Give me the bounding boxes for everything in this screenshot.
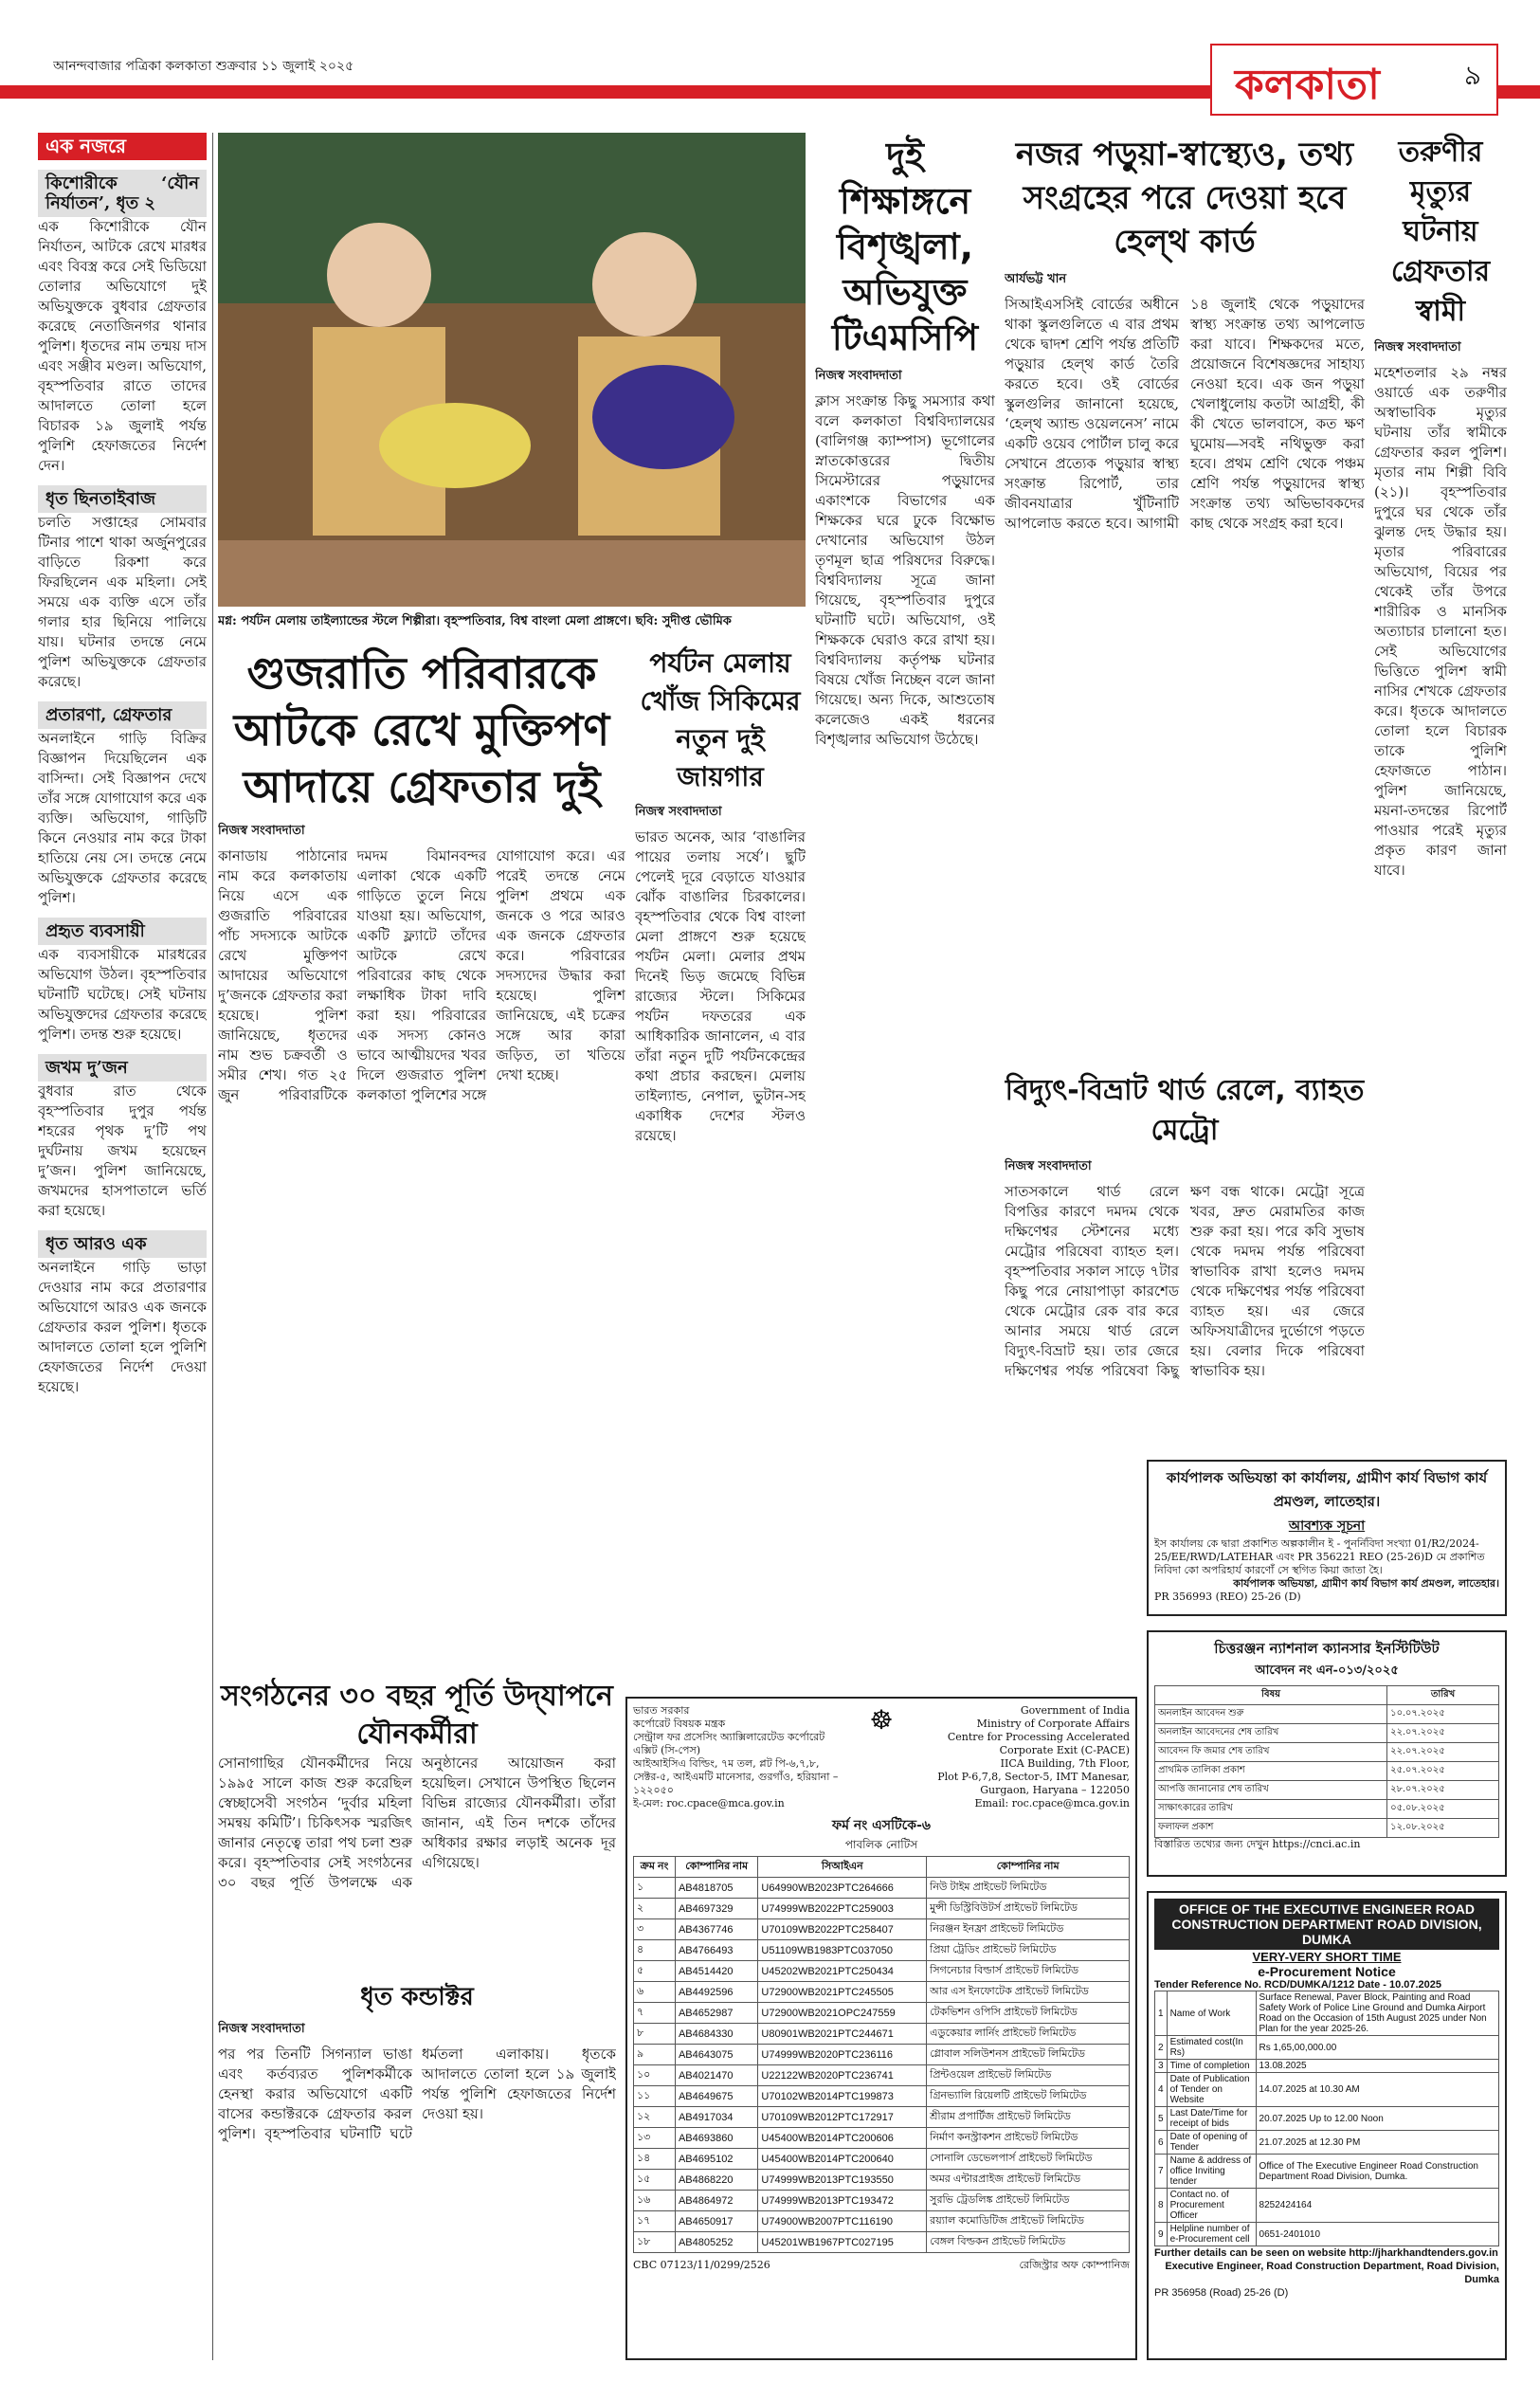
table-cell: ১৮ <box>634 2232 676 2253</box>
brief-body: অনলাইনে গাড়ি ভাড়া দেওয়ার নাম করে প্রতারণার অভিযোগে আরও এক জনকে গ্রেফতার করল পুলিশ। ধৃতকে আদালতে তোলা হলে পুলিশি হেফাজতের নির্দেশ দেওয়া হয়েছে। <box>38 1259 207 1395</box>
headline: ধৃত কন্ডাক্টর <box>360 1983 474 2011</box>
table-cell: U74999WB2013PTC193550 <box>758 2170 927 2191</box>
notice-subtitle: আবশ্যক সূচনা <box>1288 1518 1366 1534</box>
table-cell: AB4367746 <box>675 1919 757 1940</box>
table-row <box>1155 2189 1499 2223</box>
story-body: সোনাগাছির যৌনকর্মীদের নিয়ে ১৯৯৫ সালে কাজ শুরু করেছিল স্বেচ্ছাসেবী সংগঠন ‘দুর্বার মহিলা সমন্বয় কমিটি’। চিকিৎসক স্মরজিৎ জানার নেতৃত্বে তারা পথ চলা শুরু করে। বৃহস্পতিবার সেই সংগঠনের ৩০ বছর পূর্তি উপলক্ষে এক অনুষ্ঠানের আয়োজন করা হয়েছিল। সেখানে উপস্থিত ছিলেন বিভিন্ন রাজ্যের যৌনকর্মীরা। তাঁরা জানান, এই তিন দশকে তাঁদের অধিকার রক্ষার লড়াই অনেক দূর এগিয়েছে। <box>218 1755 616 1891</box>
table-cell: AB4492596 <box>675 1982 757 2003</box>
section-title: কলকাতা <box>1235 61 1380 109</box>
notice-title: কার্যপালক অভিযন্তা কা কার্যালয়, গ্রামীণ কার্য বিভাগ কার্য প্রমণ্ডল, লাতেহার। <box>1166 1469 1488 1510</box>
table-cell: 3 <box>1155 2060 1168 2073</box>
table-cell: অমর এন্টারপ্রাইজ প্রাইভেট লিমিটেড <box>927 2170 1130 2191</box>
brief-body: এক কিশোরীকে যৌন নির্যাতন, আটকে রেখে মারধর এবং বিবস্ত্র করে সেই ভিডিয়ো তোলার অভিযোগে দুই অভিযুক্তকে বুধবার গ্রেফতার করেছে নেতাজিনগর থানার পুলিশ। ধৃতদের নাম তন্ময় দাস এবং সঞ্জীব মণ্ডল। অভিযোগ, বৃহস্পতিবার রাতে তাদের আদালতে তোলা হলে বিচারক ১৯ জুলাই পর্যন্ত পুলিশি হেফাজতের নির্দেশ দেন। <box>38 218 207 474</box>
headline: পর্যটন মেলায় খোঁজ সিকিমের নতুন দুই জায়গার <box>640 647 801 792</box>
brief-title: ধৃত আরও এক <box>38 1230 207 1258</box>
tender-ref: Tender Reference No. RCD/DUMKA/1212 Date - 10.07.2025 <box>1154 1979 1442 1991</box>
notice-subtitle: আবেদন নং এন-০১৩/২০২৫ <box>1255 1664 1399 1678</box>
table-cell: AB4864972 <box>675 2191 757 2211</box>
notice-body: ইস কার্যালয় কে দ্বারা প্রকাশিত অল্পকালীন ই - পুনর্নিবিদা সংখ্যা 01/R2/2024-25/EE/RWD/LATEHAR এবং PR 356221 REO (25-26)D মে প্রকাশিত নিবিদা কো অপরিহার্য কারণোঁ সে স্থগিত কিয়া জাতা হৈ। <box>1154 1537 1485 1576</box>
table-cell: ২৮.০৭.২০২৫ <box>1387 1781 1499 1800</box>
table-cell: টেকভিশন ওপিসি প্রাইভেট লিমিটেড <box>927 2003 1130 2024</box>
headline: দুই শিক্ষাঙ্গনে বিশৃঙ্খলা, অভিযুক্ত টিএমসিপি <box>831 135 979 358</box>
story-sikkim-tourism <box>635 645 806 1687</box>
table-cell: অনলাইন আবেদনের শেষ তারিখ <box>1155 1724 1387 1743</box>
table-cell: 20.07.2025 Up to 12.00 Noon <box>1256 2107 1498 2131</box>
brief-body: চলতি সপ্তাহের সোমবার টিনার পাশে থাকা অর্জুনপুরের বাড়িতে রিকশা করে ফিরছিলেন এক মহিলা। সেই সময়ে এক ব্যক্তি এসে তাঁর গলার হার ছিনিয়ে পালিয়ে যায়। ঘটনার তদন্তে নেমে পুলিশ অভিযুক্তকে গ্রেফতার করেছে। <box>38 514 207 690</box>
table-cell: ১৪ <box>634 2149 676 2170</box>
table-cell: U74900WB2007PTC116190 <box>758 2211 927 2232</box>
table-cell: এডুকেয়ার লার্নিং প্রাইভেট লিমিটেড <box>927 2024 1130 2045</box>
table-row <box>1155 2060 1499 2073</box>
table-cell: AB4917034 <box>675 2107 757 2128</box>
story-body: ক্লাস সংক্রান্ত কিছু সমস্যার কথা বলে কলকাতা বিশ্ববিদ্যালয়ের (বালিগঞ্জ ক্যাম্পাস) ভূগোলের স্নাতকোত্তরের দ্বিতীয় সিমেস্টারের পড়ুয়াদের একাংশকে বিভাগের এক শিক্ষকের ঘরে ঢুকে বিক্ষোভ দেখানোর অভিযোগ উঠল তৃণমূল ছাত্র পরিষদের বিরুদ্ধে। বিশ্ববিদ্যালয় সূত্রে জানা গিয়েছে, বৃহস্পতিবার দুপুরে ঘটনাটি ঘটে। অভিযোগ, ওই শিক্ষককে ঘেরাও করে রাখা হয়। বিশ্ববিদ্যালয় কর্তৃপক্ষ ঘটনার বিষয়ে খোঁজ নিচ্ছেন বলে জানা গিয়েছে। অন্য দিকে, আশুতোষ কলেজেও একই ধরনের বিশৃঙ্খলার অভিযোগ উঠেছে। <box>815 392 995 748</box>
cnci-table <box>1154 1685 1499 1838</box>
story-body: সাতসকালে থার্ড রেলে বিপত্তির কারণে দমদম থেকে দক্ষিণেশ্বর স্টেশনের মধ্যে মেট্রোর পরিষেবা ব্যাহত হল। বৃহস্পতিবার সকাল সাড়ে ৭টার কিছু পরে নোয়াপাড়া কারশেড থেকে মেট্রোর রেক বার করে আনার সময়ে থার্ড রেলে বিদ্যুৎ-বিভ্রাট হয়। তার জেরে দক্ষিণেশ্বর পর্যন্ত পরিষেবা কিছু ক্ষণ বন্ধ থাকে। মেট্রো সূত্রে খবর, দ্রুত মেরামতির কাজ শুরু করা হয়। পরে কবি সুভাষ থেকে দমদম পর্যন্ত পরিষেবা স্বাভাবিক রাখা হলেও দমদম থেকে দক্ষিণেশ্বর পর্যন্ত পরিষেবা ব্যাহত হয়। এর জেরে অফিসযাত্রীদের দুর্ভোগে পড়তে হয়। বেলার দিকে পরিষেবা স্বাভাবিক হয়। <box>1005 1183 1365 1379</box>
table-row <box>1155 1705 1499 1724</box>
table-cell: বেঙ্গল বিল্ডকন প্রাইভেট লিমিটেড <box>927 2232 1130 2253</box>
table-row <box>634 1940 1130 1961</box>
table-row <box>1155 1781 1499 1800</box>
table-cell: U70109WB2022PTC258407 <box>758 1919 927 1940</box>
table-cell: Office of The Executive Engineer Road Construction Department Road Division, Dumka. <box>1256 2155 1498 2189</box>
table-row <box>634 1982 1130 2003</box>
notice-title: OFFICE OF THE EXECUTIVE ENGINEER ROAD CONSTRUCTION DEPARTMENT ROAD DIVISION, DUMKA <box>1154 1899 1499 1950</box>
table-cell: সাক্ষাৎকারের তারিখ <box>1155 1800 1387 1819</box>
table-cell: ২২.০৭.২০২৫ <box>1387 1743 1499 1762</box>
table-cell: 0651-2401010 <box>1256 2223 1498 2246</box>
notice-footer <box>633 2259 1130 2272</box>
story-wife-death <box>1374 133 1507 1270</box>
table-cell: ১১ <box>634 2086 676 2107</box>
table-cell: ২২.০৭.২০২৫ <box>1387 1724 1499 1743</box>
notice-cnci <box>1147 1630 1507 1877</box>
table-header-cell: বিষয় <box>1155 1686 1387 1705</box>
table-cell: ১৬ <box>634 2191 676 2211</box>
table-header-cell: কোম্পানির নাম <box>927 1857 1130 1878</box>
table-cell: AB4693860 <box>675 2128 757 2149</box>
table-cell: সিগনেচার বিল্ডার্স প্রাইভেট লিমিটেড <box>927 1961 1130 1982</box>
notice-proc: e-Procurement Notice <box>1258 1964 1396 1979</box>
table-cell: আর এস ইনফোটেক প্রাইভেট লিমিটেড <box>927 1982 1130 2003</box>
table-row <box>634 1878 1130 1899</box>
table-header-cell: ক্রম নং <box>634 1857 676 1878</box>
table-row <box>1155 1800 1499 1819</box>
table-cell: 13.08.2025 <box>1256 2060 1498 2073</box>
table-cell: U45400WB2014PTC200640 <box>758 2149 927 2170</box>
table-cell: ১ <box>634 1878 676 1899</box>
brief-body: বুধবার রাত থেকে বৃহস্পতিবার দুপুর পর্যন্ত শহরের পৃথক দু’টি পথ দুর্ঘটনায় জখম হয়েছেন দু’জন। পুলিশ জানিয়েছে, জখমদের হাসপাতালে ভর্তি করা হয়েছে। <box>38 1082 207 1219</box>
table-cell: 8252424164 <box>1256 2189 1498 2223</box>
table-cell: Estimated cost(In Rs) <box>1167 2036 1256 2060</box>
table-cell: ৩ <box>634 1919 676 1940</box>
table-cell: ৯ <box>634 2045 676 2065</box>
table-cell: ১০ <box>634 2065 676 2086</box>
table-cell: প্রাথমিক তালিকা প্রকাশ <box>1155 1762 1387 1781</box>
story-body: পর পর তিনটি সিগন্যাল ভাঙা এবং কর্তব্যরত পুলিশকর্মীকে হেনস্থা করার অভিযোগে একটি বাসের কন্ডাক্টরকে গ্রেফতার করল পুলিশ। বৃহস্পতিবার ঘটনাটি ঘটে ধর্মতলা এলাকায়। ধৃতকে আদালতে তোলা হলে ১৯ জুলাই পর্যন্ত পুলিশি হেফাজতের নির্দেশ দেওয়া হয়। <box>218 2046 616 2142</box>
table-cell: 5 <box>1155 2107 1168 2131</box>
story-body: ভারত অনেক, আর ‘বাঙালির পায়ের তলায় সর্ষে’। ছুটি পেলেই দূরে বেড়াতে যাওয়ার ঝোঁক বাঙালির চিরকালের। বৃহস্পতিবার থেকে বিশ্ব বাংলা মেলা প্রাঙ্গণে শুরু হয়েছে পর্যটন মেলা। মেলার প্রথম দিনেই ভিড় জমেছে বিভিন্ন রাজ্যের স্টলে। সিকিমের পর্যটন দফতরের এক আধিকারিক জানালেন, এ বার তাঁরা নতুন দুটি পর্যটনকেন্দ্রের কথা প্রচার করছেন। মেলায় তাইল্যান্ড, নেপাল, ভুটান-সহ একাধিক দেশের স্টলও রয়েছে। <box>635 828 806 1144</box>
brief-title: ধৃত ছিনতাইবাজ <box>38 485 207 513</box>
table-row <box>1155 1743 1499 1762</box>
notice-left-header: ভারত সরকার কর্পোরেট বিষয়ক মন্ত্রক সেন্ট্রাল ফর প্রসেসিং অ্যাক্সিলারেটেড কর্পোরেট এক্সিট (সি-পেস) আইআইসিএ বিল্ডিং, ৭ম তল, প্লট পি-৬,৭,৮, সেক্টর-৫, আইএমটি মানেসার, গুরগাঁও, হরিয়ানা – ১২২০৫০ ই-মেল: roc.cpace@mca.gov.in <box>633 1704 839 1809</box>
footer-sign: রেজিস্ট্রার অফ কোম্পানিজ <box>1019 2259 1130 2271</box>
table-cell: গ্লোবাল সলিউশনস প্রাইভেট লিমিটেড <box>927 2045 1130 2065</box>
story-gujarati-kidnap <box>218 645 625 1659</box>
table-row <box>634 2024 1130 2045</box>
table-cell: প্রিয়া ট্রেডিং প্রাইভেট লিমিটেড <box>927 1940 1130 1961</box>
masthead-dateline: আনন্দবাজার পত্রিকা কলকাতা শুক্রবার ১১ জুলাই ২০২৫ <box>53 59 354 74</box>
notice-title: চিত্তরঞ্জন ন্যাশনাল ক্যানসার ইনস্টিটিউট <box>1214 1640 1440 1657</box>
table-row <box>1155 2155 1499 2189</box>
byline: নিজস্ব সংবাদদাতা <box>218 824 305 838</box>
byline: নিজস্ব সংবাদদাতা <box>218 2022 305 2036</box>
table-cell: রয়্যাল কমোডিটিজ প্রাইভেট লিমিটেড <box>927 2211 1130 2232</box>
table-cell: U45201WB1967PTC027195 <box>758 2232 927 2253</box>
table-row <box>634 2170 1130 2191</box>
table-row <box>634 2065 1130 2086</box>
photo-illustration <box>218 133 806 607</box>
table-row <box>1155 1724 1499 1743</box>
story-tmcp <box>815 133 995 1270</box>
brief-body: অনলাইনে গাড়ি বিক্রির বিজ্ঞাপন দিয়েছিলেন এক বাসিন্দা। সেই বিজ্ঞাপন দেখে তাঁর সঙ্গে যোগাযোগ করে এক ব্যক্তি। অভিযোগ, গাড়িটি কিনে নেওয়ার নাম করে টাকা হাতিয়ে নেয় সে। তদন্তে নেমে অভিযুক্তকে গ্রেফতার করেছে পুলিশ। <box>38 730 207 906</box>
table-cell: ১২ <box>634 2107 676 2128</box>
table-cell: গ্রিনভ্যালি রিয়েলটি প্রাইভেট লিমিটেড <box>927 2086 1130 2107</box>
table-header-cell: তারিখ <box>1387 1686 1499 1705</box>
table-cell: প্রিন্টওয়েল প্রাইভেট লিমিটেড <box>927 2065 1130 2086</box>
mca-company-table <box>633 1856 1130 2253</box>
table-cell: U74999WB2013PTC193472 <box>758 2191 927 2211</box>
table-cell: U51109WB1983PTC037050 <box>758 1940 927 1961</box>
brief-title: জখম দু’জন <box>38 1054 207 1082</box>
table-cell: U74999WB2022PTC259003 <box>758 1899 927 1919</box>
table-cell: ৮ <box>634 2024 676 2045</box>
table-row <box>1155 1819 1499 1838</box>
table-cell: AB4649675 <box>675 2086 757 2107</box>
table-row <box>1155 1762 1499 1781</box>
form-subtitle: পাবলিক নোটিস <box>844 1838 918 1851</box>
table-cell: ১৫ <box>634 2170 676 2191</box>
table-cell: AB4650917 <box>675 2211 757 2232</box>
table-cell: U70102WB2014PTC199873 <box>758 2086 927 2107</box>
table-cell: 2 <box>1155 2036 1168 2060</box>
table-cell: AB4868220 <box>675 2170 757 2191</box>
byline: নিজস্ব সংবাদদাতা <box>1005 1159 1092 1173</box>
table-cell: Contact no. of Procurement Officer <box>1167 2189 1256 2223</box>
table-row <box>634 2232 1130 2253</box>
headline: গুজরাতি পরিবারকে আটকে রেখে মুক্তিপণ আদায়ে গ্রেফতার দুই <box>233 647 610 812</box>
table-cell: অনলাইন আবেদন শুরু <box>1155 1705 1387 1724</box>
table-cell: AB4652987 <box>675 2003 757 2024</box>
table-cell: Time of completion <box>1167 2060 1256 2073</box>
table-cell: AB4514420 <box>675 1961 757 1982</box>
table-cell: 14.07.2025 at 10.30 AM <box>1256 2073 1498 2107</box>
table-row <box>634 2045 1130 2065</box>
notice-latehar <box>1147 1460 1507 1616</box>
notice-mca-header <box>633 1704 1130 1810</box>
sidebar-header: এক নজরে <box>38 133 207 160</box>
table-row <box>1155 2036 1499 2060</box>
notice-sign: Executive Engineer, Road Construction Department, Road Division, Dumka <box>1165 2261 1499 2285</box>
headline: বিদ্যুৎ-বিভ্রাট থার্ড রেলে, ব্যাহত মেট্রো <box>1005 1074 1365 1147</box>
story-metro <box>1005 1071 1365 1450</box>
table-cell: ১২.০৮.২০২৫ <box>1387 1819 1499 1838</box>
table-cell: আপত্তি জানানোর শেষ তারিখ <box>1155 1781 1387 1800</box>
table-cell: U72900WB2021OPC247559 <box>758 2003 927 2024</box>
table-row <box>634 1919 1130 1940</box>
table-cell: ০৫.০৮.২০২৫ <box>1387 1800 1499 1819</box>
table-cell: ফলাফল প্রকাশ <box>1155 1819 1387 1838</box>
table-cell: মুন্সী ডিস্ট্রিবিউটর্স প্রাইভেট লিমিটেড <box>927 1899 1130 1919</box>
table-row <box>634 2149 1130 2170</box>
table-cell: U74999WB2020PTC236116 <box>758 2045 927 2065</box>
table-cell: 9 <box>1155 2223 1168 2246</box>
byline: নিজস্ব সংবাদদাতা <box>1374 340 1461 355</box>
table-cell: AB4697329 <box>675 1899 757 1919</box>
story-health-card <box>1005 133 1365 1081</box>
table-cell: নিউ টাইম প্রাইভেট লিমিটেড <box>927 1878 1130 1899</box>
section-header <box>1210 44 1498 116</box>
table-cell: শ্রীরাম প্রপার্টিজ প্রাইভেট লিমিটেড <box>927 2107 1130 2128</box>
table-cell: ৫ <box>634 1961 676 1982</box>
form-title: ফর্ম নং এসটিকে-৬ <box>831 1818 931 1833</box>
table-cell: U80901WB2021PTC244671 <box>758 2024 927 2045</box>
table-row <box>634 2128 1130 2149</box>
table-cell: U72900WB2021PTC245505 <box>758 1982 927 2003</box>
table-cell: ১৩ <box>634 2128 676 2149</box>
notice-sign: কার্যপালক অভিযন্তা, গ্রামীণ কার্য বিভাগ কার্য প্রমণ্ডল, লাতেহার। <box>1233 1577 1499 1590</box>
story-conductor <box>218 1981 616 2360</box>
table-cell: AB4021470 <box>675 2065 757 2086</box>
table-cell: 7 <box>1155 2155 1168 2189</box>
table-cell: ১০.০৭.২০২৫ <box>1387 1705 1499 1724</box>
notice-short: VERY-VERY SHORT TIME <box>1252 1950 1402 1964</box>
headline: তরুণীর মৃত্যুর ঘটনায় গ্রেফতার স্বামী <box>1390 136 1491 328</box>
byline: নিজস্ব সংবাদদাতা <box>635 805 722 819</box>
table-cell: ২ <box>634 1899 676 1919</box>
brief-body: এক ব্যবসায়ীকে মারধরের অভিযোগ উঠল। বৃহস্পতিবার ঘটনাটি ঘটেছে। সেই ঘটনায় অভিযুক্তদের গ্রেফতার করেছে পুলিশ। তদন্ত শুরু হয়েছে। <box>38 946 207 1043</box>
table-cell: U45202WB2021PTC250434 <box>758 1961 927 1982</box>
notice-pr: PR 356993 (REO) 25-26 (D) <box>1154 1591 1301 1603</box>
page-number: ৯ <box>1463 60 1481 91</box>
table-cell: ৬ <box>634 1982 676 2003</box>
byline: আর্যভট্ট খান <box>1005 272 1067 286</box>
table-cell: AB4643075 <box>675 2045 757 2065</box>
table-cell: 6 <box>1155 2131 1168 2155</box>
table-header-cell: কোম্পানির নাম <box>675 1857 757 1878</box>
table-cell: U64990WB2023PTC264666 <box>758 1878 927 1899</box>
dumka-table <box>1154 1991 1499 2246</box>
table-cell: সোনালি ডেভেলপার্স প্রাইভেট লিমিটেড <box>927 2149 1130 2170</box>
brief-title: প্রহৃত ব্যবসায়ী <box>38 918 207 945</box>
notice-pr: PR 356958 (Road) 25-26 (D) <box>1154 2287 1289 2299</box>
notice-footer: বিস্তারিত তথ্যের জন্য দেখুন https://cnci.ac.in <box>1154 1838 1361 1850</box>
story-body: মহেশতলার ২৯ নম্বর ওয়ার্ডে এক তরুণীর অস্বাভাবিক মৃত্যুর ঘটনায় তাঁর স্বামীকে গ্রেফতার করল পুলিশ। মৃতার নাম শিল্পী বিবি (২১)। বৃহস্পতিবার দুপুরে ঘর থেকে তাঁর ঝুলন্ত দেহ উদ্ধার হয়। মৃতার পরিবারের অভিযোগ, বিয়ের পর থেকেই তাঁর উপরে শারীরিক ও মানসিক অত্যাচার চালানো হত। সেই অভিযোগের ভিত্তিতে পুলিশ স্বামী নাসির শেখকে গ্রেফতার করে। ধৃতকে আদালতে তোলা হলে বিচারক তাকে পুলিশি হেফাজতে পাঠান। পুলিশ জানিয়েছে, ময়না-তদন্তের রিপোর্ট পাওয়ার পরেই মৃত্যুর প্রকৃত কারণ জানা যাবে। <box>1374 364 1507 879</box>
table-cell: সুরভি ট্রেডলিঙ্ক প্রাইভেট লিমিটেড <box>927 2191 1130 2211</box>
notice-right-header: Government of India Ministry of Corporate Affairs Centre for Processing Accelerated Corporate Exit (C-PACE) IICA Building, 7th Floor, Plot P-6,7,8, Sector-5, IMT Manesar, Gurgaon, Haryana – 122050 Email: roc.cpace@mca.gov.in <box>937 1704 1130 1809</box>
table-cell: 8 <box>1155 2189 1168 2223</box>
table-cell: Name & address of office Inviting tender <box>1167 2155 1256 2189</box>
table-cell: AB4695102 <box>675 2149 757 2170</box>
table-cell: 1 <box>1155 1991 1168 2036</box>
emblem-icon: ☸ <box>869 1704 894 1736</box>
table-row <box>1155 2073 1499 2107</box>
table-cell: ৭ <box>634 2003 676 2024</box>
table-cell: Name of Work <box>1167 1991 1256 2036</box>
headline: নজর পড়ুয়া-স্বাস্থ্যেও, তথ্য সংগ্রহের পরে দেওয়া হবে হেল্থ কার্ড <box>1015 136 1354 261</box>
table-row <box>634 1961 1130 1982</box>
table-cell: Last Date/Time for receipt of bids <box>1167 2107 1256 2131</box>
table-cell: U70109WB2012PTC172917 <box>758 2107 927 2128</box>
table-cell: Helpline number of e-Procurement cell <box>1167 2223 1256 2246</box>
notice-footer: Further details can be seen on website http://jharkhandtenders.gov.in <box>1154 2247 1498 2259</box>
table-cell: AB4805252 <box>675 2232 757 2253</box>
table-cell: AB4818705 <box>675 1878 757 1899</box>
table-cell: Date of opening of Tender <box>1167 2131 1256 2155</box>
footer-code: CBC 07123/11/0299/2526 <box>633 2259 770 2271</box>
story-body: সিআইএসসিই বোর্ডের অধীনে থাকা স্কুলগুলিতে এ বার প্রথম থেকে দ্বাদশ শ্রেণি পর্যন্ত প্রতিটি পড়ুয়ার হেল্থ কার্ড তৈরি করতে হবে। ওই বোর্ডের স্কুলগুলির জানানো হয়েছে, ‘হেল্থ অ্যান্ড ওয়েলনেস’ নামে একটি ওয়েব পোর্টাল চালু করে সেখানে প্রত্যেক পড়ুয়ার স্বাস্থ্য সংক্রান্ত রিপোর্ট, তার জীবনযাত্রার খুঁটিনাটি আপলোড করতে হবে। আগামী ১৪ জুলাই থেকে পড়ুয়াদের স্বাস্থ্য সংক্রান্ত তথ্য আপলোড করা যাবে। শিক্ষকদের মতে, প্রয়োজনে বিশেষজ্ঞদের সাহায্য নেওয়া হবে। এক জন পড়ুয়া খেলাধুলোয় কতটা আগ্রহী, কী কী খেতে ভালবাসে, কত ক্ষণ ঘুমোয়—সবই নথিভুক্ত করা হবে। প্রথম শ্রেণি থেকে পঞ্চম শ্রেণি পর্যন্ত পড়ুয়াদের স্বাস্থ্য সংক্রান্ত তথ্য অভিভাবকদের কাছ থেকে সংগ্রহ করা হবে। <box>1005 296 1365 532</box>
table-cell: Surface Renewal, Paver Block, Painting and Road Safety Work of Police Line Ground and Dumka Airport Road on the Occasion of 15th August 2025 under Non Plan for the year 2025-26. <box>1256 1991 1498 2036</box>
notice-dumka <box>1147 1891 1507 2360</box>
story-sexworkers <box>218 1678 616 1962</box>
table-cell: Rs 1,65,00,000.00 <box>1256 2036 1498 2060</box>
byline: নিজস্ব সংবাদদাতা <box>815 369 902 383</box>
table-cell: নিরঞ্জন ইনফ্রা প্রাইভেট লিমিটেড <box>927 1919 1130 1940</box>
table-row <box>634 2211 1130 2232</box>
sidebar-briefs <box>38 133 207 2360</box>
table-cell: আবেদন ফি জমার শেষ তারিখ <box>1155 1743 1387 1762</box>
table-row <box>1155 2107 1499 2131</box>
table-row <box>634 1899 1130 1919</box>
table-cell: U45400WB2014PTC200606 <box>758 2128 927 2149</box>
table-cell: ৪ <box>634 1940 676 1961</box>
table-cell: ১৭ <box>634 2211 676 2232</box>
table-cell: নির্মাণ কনস্ট্রাকশন প্রাইভেট লিমিটেড <box>927 2128 1130 2149</box>
tourism-fair-photo <box>218 133 806 607</box>
photo-caption: মগ্ন: পর্যটন মেলায় তাইল্যান্ডের স্টলে শিল্পীরা। বৃহস্পতিবার, বিশ্ব বাংলা মেলা প্রাঙ্গণে। ছবি: সুদীপ্ত ভৌমিক <box>218 614 732 628</box>
table-row <box>634 2107 1130 2128</box>
table-row <box>634 2003 1130 2024</box>
table-cell: AB4766493 <box>675 1940 757 1961</box>
table-cell: Date of Publication of Tender on Website <box>1167 2073 1256 2107</box>
table-cell: 4 <box>1155 2073 1168 2107</box>
table-cell: 21.07.2025 at 12.30 PM <box>1256 2131 1498 2155</box>
table-row <box>634 2191 1130 2211</box>
table-row <box>1155 1991 1499 2036</box>
table-cell: AB4684330 <box>675 2024 757 2045</box>
table-row <box>1155 2223 1499 2246</box>
brief-title: প্রতারণা, গ্রেফতার <box>38 701 207 729</box>
table-cell: U22122WB2020PTC236741 <box>758 2065 927 2086</box>
story-body: কানাডায় পাঠানোর নাম করে কলকাতায় নিয়ে এসে এক গুজরাতি পরিবারের পাঁচ সদস্যকে আটকে রেখে মুক্তিপণ আদায়ের অভিযোগে দু’জনকে গ্রেফতার করা হয়েছে। পুলিশ জানিয়েছে, ধৃতদের নাম শুভ চক্রবর্তী ও সমীর শেখ। গত ২৫ জুন পরিবারটিকে দমদম বিমানবন্দর এলাকা থেকে একটি গাড়িতে তুলে নিয়ে যাওয়া হয়। অভিযোগ, একটি ফ্ল্যাটে তাঁদের আটকে রেখে পরিবারের কাছ থেকে লক্ষাধিক টাকা দাবি করা হয়। পরিবারের এক সদস্য কোনও ভাবে আত্মীয়দের খবর দিলে গুজরাত পুলিশ কলকাতা পুলিশের সঙ্গে যোগাযোগ করে। এর পরেই তদন্তে নেমে পুলিশ প্রথমে এক জনকে ও পরে আরও এক জনকে গ্রেফতার করে। পরিবারের সদস্যদের উদ্ধার করা হয়েছে। পুলিশ জানিয়েছে, এই চক্রের সঙ্গে আর কারা জড়িত, তা খতিয়ে দেখা হচ্ছে। <box>218 847 625 1103</box>
notice-mca <box>625 1697 1137 2360</box>
brief-title: কিশোরীকে ‘যৌন নির্যাতন’, ধৃত ২ <box>38 170 207 217</box>
table-row <box>1155 2131 1499 2155</box>
column-rule <box>212 133 213 2360</box>
table-header-cell: সিআইএন <box>758 1857 927 1878</box>
table-cell: ২৫.০৭.২০২৫ <box>1387 1762 1499 1781</box>
table-row <box>634 2086 1130 2107</box>
headline: সংগঠনের ৩০ বছর পূর্তি উদ্‌যাপনে যৌনকর্মীরা <box>221 1680 613 1751</box>
